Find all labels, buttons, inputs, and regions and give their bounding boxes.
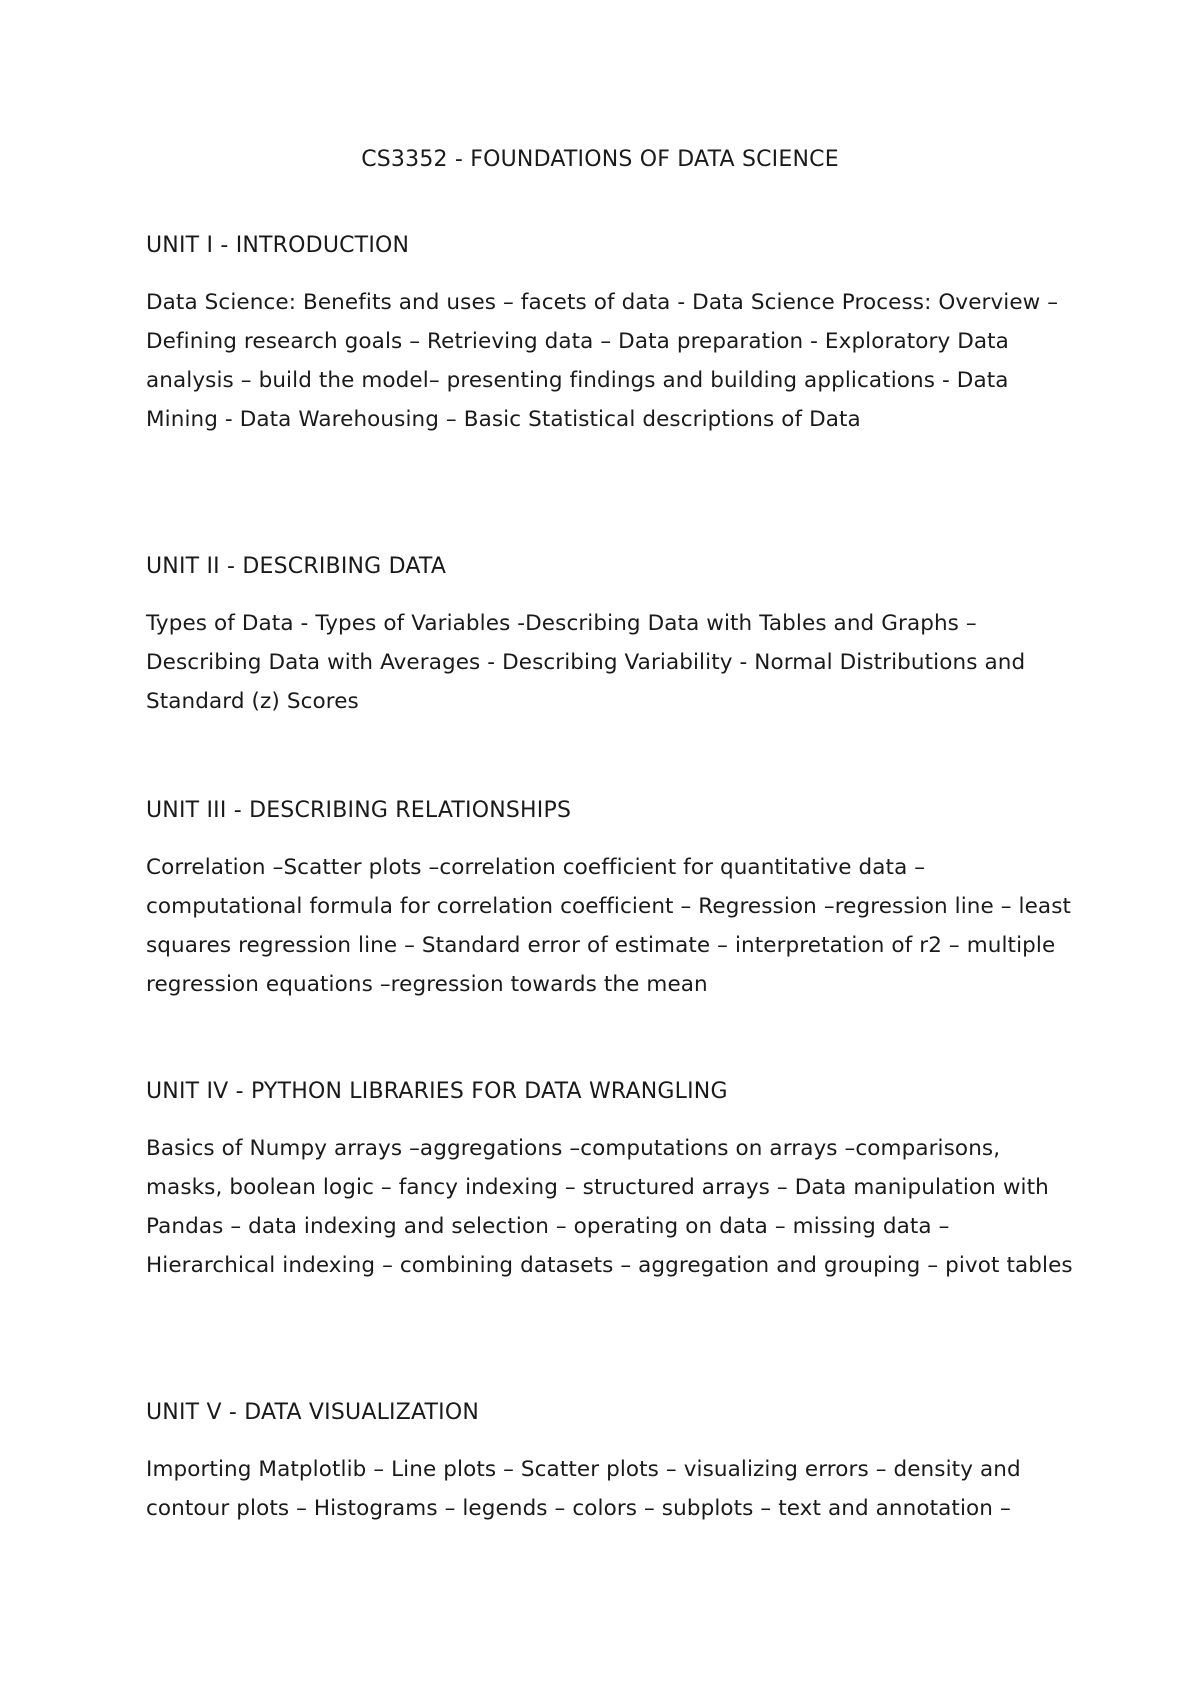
unit-body: Data Science: Benefits and uses – facets of data - Data Science Process: Overview – Defining research goals – Retrieving data – Data preparation - Exploratory Data analysis – build the model– presenting findings and building applications - Data Mining - Data Warehousing – Basic Statistical descriptions of Data [146,290,1059,432]
unit-section-4 [146,1078,1076,1285]
unit-heading: UNIT V - DATA VISUALIZATION [146,1400,480,1425]
unit-section-1 [146,232,1076,439]
unit-body: Basics of Numpy arrays –aggregations –computations on arrays –comparisons, masks, boolean logic – fancy indexing – structured arrays – Data manipulation with Pandas – data indexing and selection – operating on data – missing data – Hierarchical indexing – combining datasets – aggregation and grouping – pivot tables [146,1136,1073,1278]
unit-section-5 [146,1399,1076,1528]
unit-heading: UNIT II - DESCRIBING DATA [146,554,447,579]
unit-section-2 [146,553,1076,721]
document-title: CS3352 - FOUNDATIONS OF DATA SCIENCE [361,147,839,172]
unit-body: Importing Matplotlib – Line plots – Scatter plots – visualizing errors – density and contour plots – Histograms – legends – colors – subplots – text and annotation – [146,1457,1021,1521]
unit-body: Correlation –Scatter plots –correlation coefficient for quantitative data – computational formula for correlation coefficient – Regression –regression line – least squares regression line – Standard error of estimate – interpretation of r2 – multiple regression equations –regression towards the mean [146,855,1072,997]
unit-body: Types of Data - Types of Variables -Describing Data with Tables and Graphs – Describing Data with Averages - Describing Variability - Normal Distributions and Standard (z) Scores [146,611,1026,714]
unit-heading: UNIT III - DESCRIBING RELATIONSHIPS [146,798,572,823]
unit-heading: UNIT IV - PYTHON LIBRARIES FOR DATA WRANGLING [146,1079,728,1104]
unit-section-3 [146,797,1076,1004]
unit-heading: UNIT I - INTRODUCTION [146,233,410,258]
